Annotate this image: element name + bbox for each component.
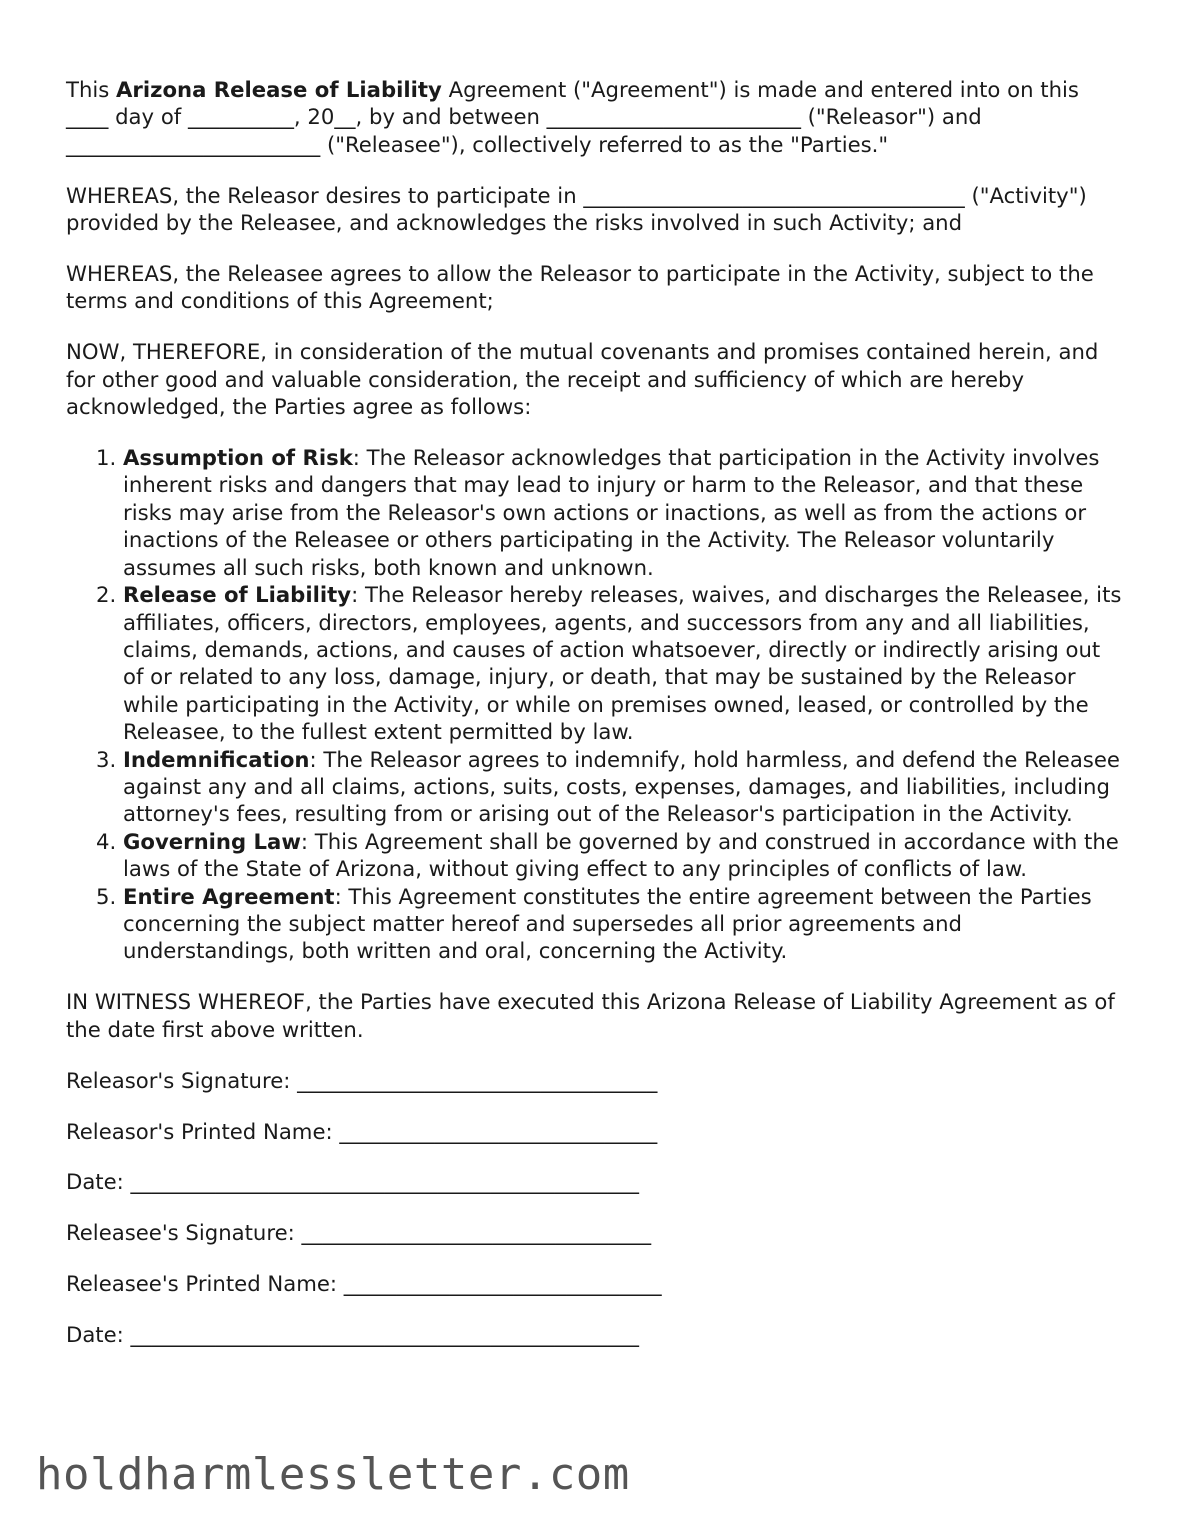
- intro-text-start: This: [66, 77, 117, 102]
- clause-item: [123, 444, 1126, 581]
- now-therefore-paragraph: NOW, THEREFORE, in consideration of the mutual covenants and promises contained herein, and for other good and valuable consideration, the receipt and sufficiency of which are hereby acknowledged, the Parties agree as follows:: [66, 339, 1099, 420]
- clause-text: : The Releasor hereby releases, waives, and discharges the Releasee, its affiliates, officers, directors, employees, agents, and successors from any and all liabilities, claims, demands, actions, and causes of action whatsoever, directly or indirectly arising out of or related to any loss, damage, injury, or death, that may be sustained by the Releasor while participating in the Activity, or while on premises owned, leased, or controlled by the Releasee, to the fullest extent permitted by law.: [123, 582, 1122, 745]
- whereas-paragraph-1: WHEREAS, the Releasor desires to participate in ____________________________________ ("Activity") provided by the Releasee, and acknowledges the risks involved in such Activity; and: [66, 182, 1087, 236]
- clause-item: [123, 828, 1126, 883]
- intro-paragraph: [66, 76, 1126, 158]
- clause-item: [123, 883, 1126, 965]
- clause-title: Assumption of Risk: [123, 445, 353, 471]
- clause-title: Release of Liability: [123, 582, 352, 608]
- witness-paragraph: IN WITNESS WHEREOF, the Parties have executed this Arizona Release of Liability Agreement as of the date first above written.: [66, 989, 1115, 1042]
- clause-item: [123, 746, 1126, 828]
- clause-item: [123, 581, 1126, 745]
- clause-title: Entire Agreement: [123, 883, 335, 909]
- clause-text: : The Releasor acknowledges that participation in the Activity involves inherent risks and dangers that may lead to injury or harm to the Releasor, and that these risks may arise from the Releasor's own actions or inactions, as well as from the actions or inactions of the Releasee or others participating in the Activity. The Releasor voluntarily assumes all such risks, both known and unknown.: [123, 445, 1100, 580]
- releasor-date-line: Date: ________________________________________________: [66, 1169, 640, 1195]
- releasor-printed-name-line: Releasor's Printed Name: ______________________________: [66, 1118, 658, 1144]
- releasee-signature-line: Releasee's Signature: _________________________________: [66, 1220, 652, 1246]
- clause-text: : The Releasor agrees to indemnify, hold harmless, and defend the Releasee against any and all claims, actions, suits, costs, expenses, damages, and liabilities, including attorney's fees, resulting from or arising out of the Releasor's participation in the Activity.: [123, 746, 1120, 827]
- releasee-date-line: Date: ________________________________________________: [66, 1322, 640, 1348]
- intro-text-end: Agreement ("Agreement") is made and entered into on this ____ day of __________, 20__, by and between ________________________ ("Releasor") and ________________________ ("Releasee"), collectively referred to as the "Parties.": [66, 77, 1079, 157]
- releasee-printed-name-line: Releasee's Printed Name: ______________________________: [66, 1271, 662, 1297]
- site-watermark: holdharmlessletter.com: [36, 1449, 630, 1500]
- releasor-signature-line: Releasor's Signature: __________________________________: [66, 1067, 658, 1093]
- agreement-title: Arizona Release of Liability: [116, 77, 442, 102]
- clause-list: [66, 444, 1126, 965]
- clause-title: Indemnification: [123, 746, 310, 772]
- clause-title: Governing Law: [123, 828, 301, 854]
- whereas-paragraph-2: WHEREAS, the Releasee agrees to allow the Releasor to participate in the Activity, subject to the terms and conditions of this Agreement;: [66, 261, 1094, 314]
- clause-text: : This Agreement shall be governed by and construed in accordance with the laws of the State of Arizona, without giving effect to any principles of conflicts of law.: [123, 828, 1119, 882]
- agreement-document: [66, 76, 1126, 1372]
- clause-text: : This Agreement constitutes the entire agreement between the Parties concerning the subject matter hereof and supersedes all prior agreements and understandings, both written and oral, concerning the Activity.: [123, 883, 1092, 964]
